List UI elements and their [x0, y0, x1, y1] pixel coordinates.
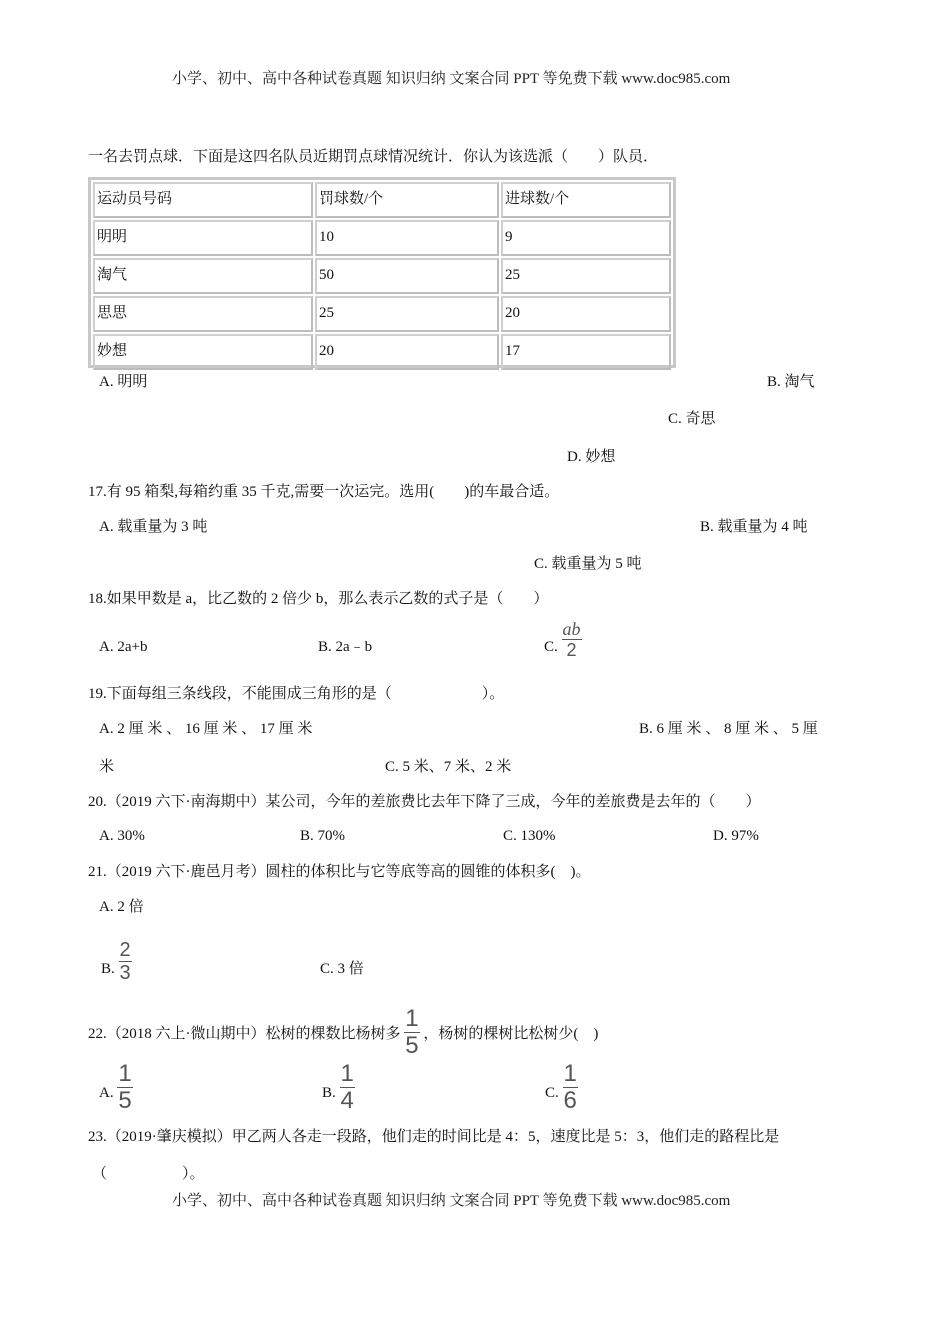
q21-option-b[interactable] [101, 940, 132, 983]
q17-option-a[interactable]: A. 载重量为 3 吨 [99, 519, 208, 535]
table-cell: 思思 [93, 296, 313, 332]
q22-option-a[interactable]: A. $\frac{1}{5}$ [99, 1060, 132, 1114]
q22-option-b[interactable]: B. $\frac{1}{4}$ [322, 1060, 354, 1114]
page-footer-banner: 小学、初中、高中各种试卷真题 知识归纳 文案合同 PPT 等免费下载 www.doc985.com [172, 1193, 731, 1209]
table-header-cell: 运动员号码 [93, 182, 313, 218]
table-cell: 妙想 [93, 334, 313, 370]
table-cell: 25 [501, 258, 671, 294]
q20-option-c[interactable]: C. 130% [503, 828, 556, 844]
q19-option-b-wrap: 米 [99, 759, 115, 775]
fraction-2-over-3: $\frac{2}{3}$ [119, 939, 131, 984]
table-cell: 50 [315, 258, 499, 294]
q18-option-b[interactable]: B. 2a﹣b [318, 639, 373, 655]
fraction-1-over-5: $\frac{1}{5}$ [405, 1005, 419, 1059]
q17-option-c[interactable]: C. 载重量为 5 吨 [534, 556, 642, 572]
table-header-row [93, 182, 671, 218]
q18-option-c[interactable] [544, 620, 582, 659]
table-row [93, 296, 671, 332]
q16-option-c[interactable]: C. 奇思 [668, 411, 716, 427]
table-header-cell: 罚球数/个 [315, 182, 499, 218]
table-header-cell: 进球数/个 [501, 182, 671, 218]
question-22-stem: 22.（2018 六上·微山期中）松树的棵数比杨树多 $\frac{1}{5}$ ，杨树的棵树比松树少( ) [88, 1005, 599, 1059]
question-21-stem: 21.（2019 六下·鹿邑月考）圆柱的体积比与它等底等高的圆锥的体积多( )。 [88, 864, 591, 880]
table-cell: 20 [315, 334, 499, 370]
q20-option-a[interactable]: A. 30% [99, 828, 145, 844]
table-cell: 10 [315, 220, 499, 256]
penalty-stats-table [88, 177, 676, 368]
q16-option-d[interactable]: D. 妙想 [567, 449, 616, 465]
fraction-ab-over-2: $\frac{ab}{2}$ [562, 619, 581, 660]
page-header-banner: 小学、初中、高中各种试卷真题 知识归纳 文案合同 PPT 等免费下载 www.doc985.com [172, 71, 731, 87]
q19-option-a[interactable]: A. 2 厘 米 、 16 厘 米 、 17 厘 米 [99, 721, 313, 737]
q18-option-a[interactable]: A. 2a+b [99, 639, 148, 655]
question-16-stem: 一名去罚点球．下面是这四名队员近期罚点球情况统计．你认为该选派（ ）队员． [88, 149, 659, 165]
q17-option-b[interactable]: B. 载重量为 4 吨 [700, 519, 808, 535]
q19-option-b[interactable]: B. 6 厘 米 、 8 厘 米 、 5 厘 [639, 721, 818, 737]
question-18-stem: 18.如果甲数是 a，比乙数的 2 倍少 b，那么表示乙数的式子是（ ） [88, 591, 549, 607]
option-label: B. [101, 961, 115, 977]
table-cell: 明明 [93, 220, 313, 256]
table-row [93, 220, 671, 256]
q21-option-c[interactable]: C. 3 倍 [320, 961, 364, 977]
q19-option-c[interactable]: C. 5 米、7 米、2 米 [385, 759, 512, 775]
table-cell: 17 [501, 334, 671, 370]
fraction-1-over-5: $\frac{1}{5}$ [118, 1060, 132, 1114]
table-cell: 9 [501, 220, 671, 256]
q16-option-a[interactable]: A. 明明 [99, 374, 148, 390]
table-cell: 20 [501, 296, 671, 332]
question-20-stem: 20.（2019 六下·南海期中）某公司，今年的差旅费比去年下降了三成，今年的差旅费是去年的（ ） [88, 794, 761, 810]
table-row [93, 334, 671, 370]
table-row [93, 258, 671, 294]
question-23-stem: 23.（2019·肇庆模拟）甲乙两人各走一段路，他们走的时间比是 4：5，速度比是 5：3，他们走的路程比是 [88, 1129, 780, 1145]
q20-option-b[interactable]: B. 70% [300, 828, 345, 844]
fraction-1-over-4: $\frac{1}{4}$ [340, 1060, 354, 1114]
q22-option-c[interactable]: C. $\frac{1}{6}$ [545, 1060, 577, 1114]
question-23-stem-wrap: （ ）。 [92, 1166, 205, 1182]
table-cell: 淘气 [93, 258, 313, 294]
question-19-stem: 19.下面每组三条线段，不能围成三角形的是（ ）。 [88, 686, 505, 702]
option-label: C. [544, 639, 558, 655]
question-17-stem: 17.有 95 箱梨,每箱约重 35 千克,需要一次运完。选用( )的车最合适。 [88, 484, 560, 500]
fraction-1-over-6: $\frac{1}{6}$ [563, 1060, 577, 1114]
q16-option-b[interactable]: B. 淘气 [767, 374, 815, 390]
q21-option-a[interactable]: A. 2 倍 [99, 899, 144, 915]
q20-option-d[interactable]: D. 97% [713, 828, 759, 844]
table-cell: 25 [315, 296, 499, 332]
